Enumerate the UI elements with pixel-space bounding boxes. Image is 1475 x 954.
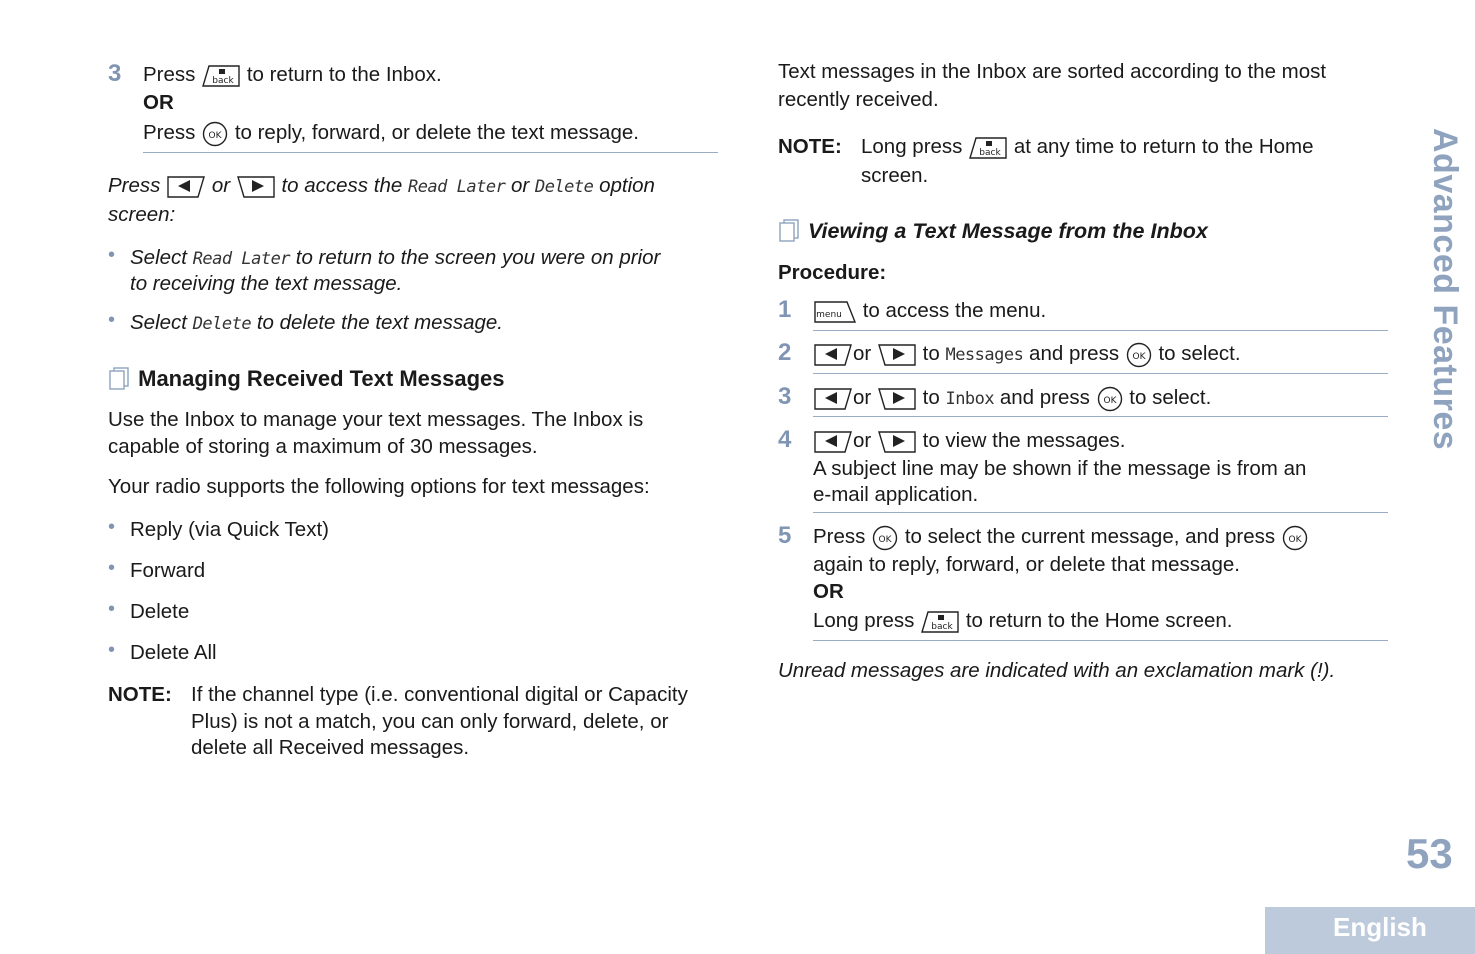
svg-text:menu: menu <box>816 309 842 320</box>
para-text: option <box>599 174 655 197</box>
step-text: and press <box>999 386 1090 409</box>
ok-key-icon <box>871 525 899 551</box>
ok-key-icon <box>1281 525 1309 551</box>
svg-text:back: back <box>212 75 234 86</box>
document-icon <box>108 366 132 396</box>
step-text: to <box>922 386 940 409</box>
document-icon <box>778 218 802 249</box>
lcd-text: Delete <box>534 177 594 197</box>
option-list-item: Forward <box>130 559 206 582</box>
sub-heading-text: Viewing a Text Message from the Inbox <box>807 219 1208 243</box>
bullet-dot: • <box>108 516 116 538</box>
left-key-icon <box>813 430 853 454</box>
step-number: 3 <box>778 383 792 410</box>
option-list-item: Reply (via Quick Text) <box>130 518 329 541</box>
step-text: Press <box>813 525 866 548</box>
bullet-dot: • <box>108 557 116 579</box>
ok-key-icon <box>201 121 229 147</box>
note-text <box>861 133 1314 160</box>
right-key-icon <box>877 430 917 454</box>
bullet-text: Select <box>130 311 187 334</box>
step-text: or <box>853 342 872 365</box>
bullet-dot: • <box>108 598 116 620</box>
bullet-dot: • <box>108 309 116 331</box>
left-key-icon <box>166 175 206 199</box>
page-number: 53 <box>1406 830 1453 877</box>
step-text: to select. <box>1129 386 1212 409</box>
bullet-item <box>130 244 660 273</box>
step-line: A subject line may be shown if the message is from an <box>813 457 1307 480</box>
or-label: OR <box>813 580 844 603</box>
step-line: e-mail application. <box>813 483 979 506</box>
svg-text:OK: OK <box>1103 395 1117 406</box>
step-text: to select. <box>1158 342 1241 365</box>
step-line <box>813 340 1241 369</box>
note-label: NOTE: <box>778 135 842 158</box>
option-paragraph-line1 <box>108 172 655 201</box>
step-text: Press <box>143 63 196 86</box>
left-key-icon <box>813 387 853 411</box>
right-key-icon <box>877 387 917 411</box>
lcd-text: Inbox <box>945 389 995 409</box>
language-tab-label: English <box>1333 912 1427 942</box>
lcd-text: Read Later <box>407 177 506 197</box>
sub-heading <box>778 218 1208 249</box>
note-text-part: at any time to return to the Home <box>1013 135 1314 158</box>
svg-text:OK: OK <box>1132 351 1146 362</box>
back-key-icon <box>968 136 1008 160</box>
paragraph: Use the Inbox to manage your text messages. The Inbox is <box>108 408 644 431</box>
option-list-item: Delete <box>130 600 190 623</box>
step-number: 3 <box>108 60 122 87</box>
svg-text:back: back <box>979 147 1001 158</box>
para-text: to access the <box>281 174 403 197</box>
step-text: to reply, forward, or delete the text message. <box>234 121 639 144</box>
bullet-text: to delete the text message. <box>256 311 503 334</box>
para-text: Press <box>108 174 161 197</box>
section-heading-text: Managing Received Text Messages <box>138 366 505 391</box>
step-line <box>813 427 1125 454</box>
procedure-label: Procedure: <box>778 261 887 284</box>
back-key-icon <box>201 64 241 88</box>
divider <box>813 373 1388 374</box>
paragraph: Text messages in the Inbox are sorted according to the most <box>778 60 1327 83</box>
footer-note: Unread messages are indicated with an exclamation mark (!). <box>778 659 1336 682</box>
step-number: 2 <box>778 339 792 366</box>
step-text: to view the messages. <box>922 429 1126 452</box>
bullet-text: Select <box>130 246 187 269</box>
right-key-icon <box>877 343 917 367</box>
step3-line2 <box>143 119 639 147</box>
note-text: delete all Received messages. <box>191 736 470 759</box>
para-text: or <box>211 174 231 197</box>
svg-text:OK: OK <box>208 130 222 141</box>
ok-key-icon <box>1125 342 1153 368</box>
bullet-item-line2: to receiving the text message. <box>130 272 403 295</box>
svg-text:OK: OK <box>878 534 892 545</box>
svg-text:OK: OK <box>1288 534 1302 545</box>
divider <box>813 416 1388 417</box>
step-number: 5 <box>778 522 792 549</box>
lcd-text: Delete <box>192 314 252 334</box>
left-key-icon <box>813 343 853 367</box>
bullet-item <box>130 309 503 338</box>
paragraph: capable of storing a maximum of 30 messages. <box>108 435 538 458</box>
note-text-part: Long press <box>861 135 963 158</box>
paragraph: recently received. <box>778 88 939 111</box>
para-text: or <box>511 174 530 197</box>
language-tab <box>1265 907 1475 954</box>
lcd-text: Read Later <box>192 249 291 269</box>
step-text: or <box>853 386 872 409</box>
note-text: screen. <box>861 164 929 187</box>
bullet-dot: • <box>108 244 116 266</box>
step-text: Press <box>143 121 196 144</box>
svg-text:back: back <box>931 621 953 632</box>
back-key-icon <box>920 610 960 634</box>
step-text: to access the menu. <box>862 299 1047 322</box>
menu-key-icon <box>813 300 857 324</box>
divider <box>813 330 1388 331</box>
divider <box>813 640 1388 641</box>
option-list-item: Delete All <box>130 641 217 664</box>
step-number: 4 <box>778 426 792 453</box>
section-heading <box>108 365 505 396</box>
step-text: to select the current message, and press <box>904 525 1276 548</box>
note-text: If the channel type (i.e. conventional digital or Capacity <box>191 683 688 706</box>
or-label: OR <box>143 91 174 114</box>
step-line <box>813 297 1046 324</box>
sidebar-title: Advanced Features <box>1426 128 1464 451</box>
step-text: to <box>922 342 940 365</box>
step-line <box>813 607 1232 634</box>
step-text: or <box>853 429 872 452</box>
note-text: Plus) is not a match, you can only forward, delete, or <box>191 710 669 733</box>
step-number: 1 <box>778 296 792 323</box>
step-line <box>813 384 1211 413</box>
bullet-text: to return to the screen you were on prior <box>295 246 661 269</box>
step3-line1 <box>143 61 442 88</box>
step-text: Long press <box>813 609 915 632</box>
divider <box>813 512 1388 513</box>
paragraph: Your radio supports the following options for text messages: <box>108 475 650 498</box>
step-line <box>813 523 1309 551</box>
option-paragraph-line2: screen: <box>108 203 176 226</box>
step-text: to return to the Inbox. <box>246 63 442 86</box>
lcd-text: Messages <box>945 345 1024 365</box>
right-key-icon <box>236 175 276 199</box>
divider <box>143 152 718 153</box>
step-text: to return to the Home screen. <box>965 609 1233 632</box>
note-label: NOTE: <box>108 683 172 706</box>
bullet-dot: • <box>108 639 116 661</box>
ok-key-icon <box>1096 386 1124 412</box>
step-text: and press <box>1029 342 1120 365</box>
step-line: again to reply, forward, or delete that message. <box>813 553 1240 576</box>
